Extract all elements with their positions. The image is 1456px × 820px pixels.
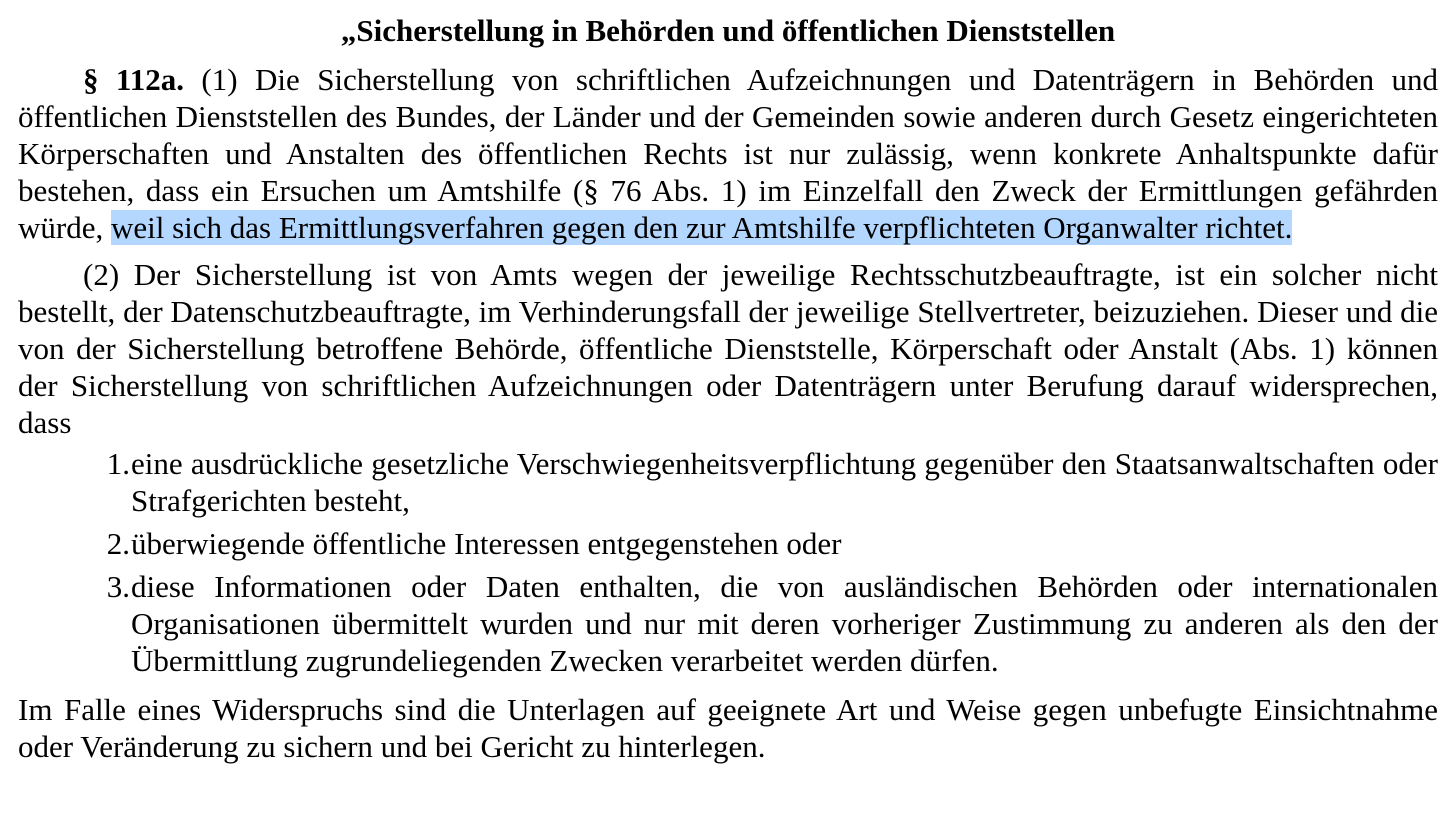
paragraph-1-text: (1) Die Sicherstellung von schriftlichen Aufzeichnungen und Datenträgern in Behörden und öffentlichen Dienststellen des Bundes, der Länder und der Gemeinden sowie anderen durch Gesetz eingerichteten Körperschaften und Anstalten des öffentlichen Rechts ist nur zulässig, wenn konkrete Anhaltspunkte dafür bestehen, dass ein Ersuchen um Amtshilfe (§ 76 Abs. 1) im Einzelfall den Zweck der Ermittlungen gefährden würde, <box>18 62 1439 245</box>
list-item[interactable] <box>18 568 1438 679</box>
list-item-number: 3. <box>106 569 130 604</box>
list-item-text: überwiegende öffentliche Interessen entgegenstehen oder <box>131 526 842 561</box>
section-heading: „Sicherstellung in Behörden und öffentlichen Dienststellen <box>340 13 1116 48</box>
document-page <box>18 12 1438 765</box>
closing-paragraph[interactable]: Im Falle eines Widerspruchs sind die Unterlagen auf geeignete Art und Weise gegen unbefugte Einsichtnahme oder Veränderung zu sichern und bei Gericht zu hinterlegen. <box>18 692 1438 764</box>
list-item[interactable] <box>18 445 1438 519</box>
numbered-list <box>18 445 1438 679</box>
paragraph-2[interactable]: (2) Der Sicherstellung ist von Amts wegen der jeweilige Rechtsschutzbeauftragte, ist ein solcher nicht bestellt, der Datenschutzbeauftragte, im Verhinderungsfall der jeweilige Stellvertreter, beizuziehen. Dieser und die von der Sicherstellung betroffene Behörde, öffentliche Dienststelle, Körperschaft oder Anstalt (Abs. 1) können der Sicherstellung von schriftlichen Aufzeichnungen oder Datenträgern unter Berufung darauf widersprechen, dass <box>18 257 1438 440</box>
list-item-number: 2. <box>106 526 130 561</box>
list-item-number: 1. <box>106 446 130 481</box>
selected-text-highlight[interactable]: weil sich das Ermittlungsverfahren gegen den zur Amtshilfe verpflichteten Organwalter richtet. <box>110 210 1293 245</box>
list-item[interactable] <box>18 525 1438 562</box>
list-item-text: eine ausdrückliche gesetzliche Verschwiegenheitsverpflichtung gegenüber den Staatsanwaltschaften oder Strafgerichten besteht, <box>131 446 1438 518</box>
section-number: § 112a. <box>83 62 184 97</box>
paragraph-1[interactable] <box>18 61 1438 246</box>
list-item-text: diese Informationen oder Daten enthalten, die von ausländischen Behörden oder internationalen Organisationen übermittelt wurden und nur mit deren vorheriger Zustimmung zu anderen als den der Übermittlung zugrundeliegenden Zwecken verarbeitet werden dürfen. <box>131 569 1438 678</box>
